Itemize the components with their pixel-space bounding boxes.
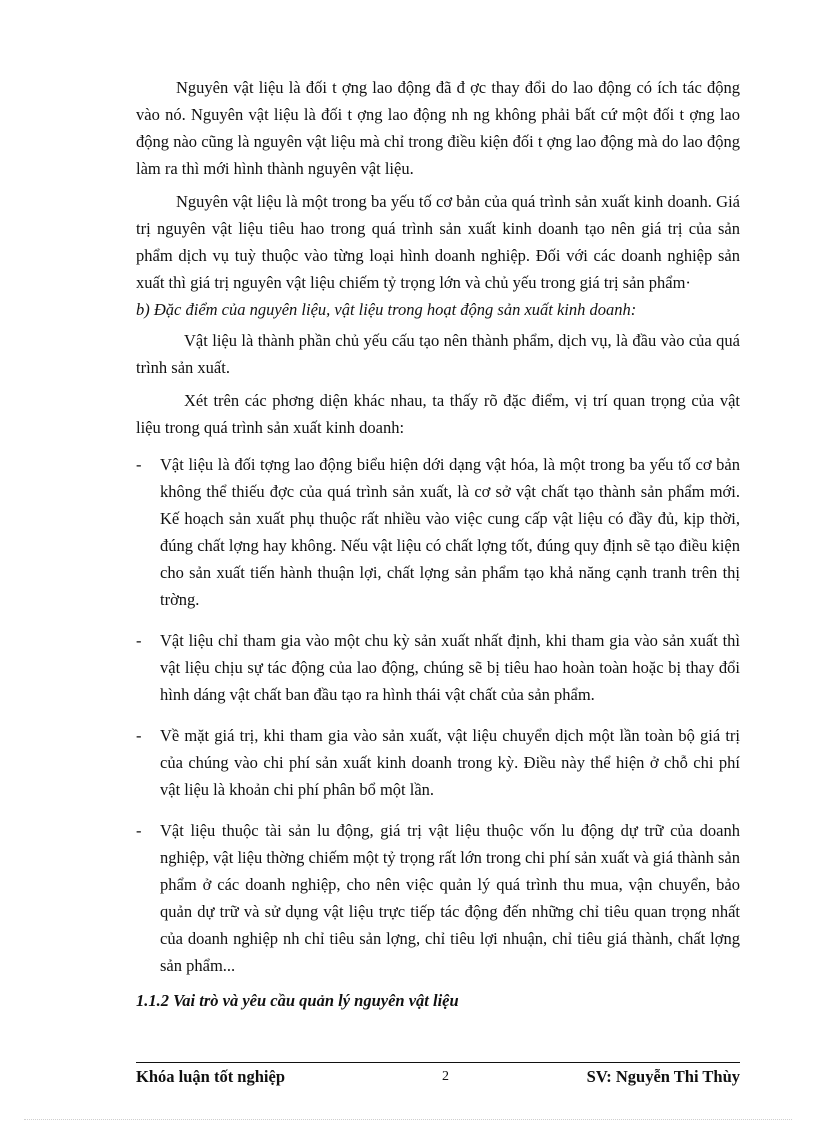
bullet-list	[136, 451, 740, 979]
list-item-text: Vật liệu chỉ tham gia vào một chu kỳ sản xuất nhất định, khi tham gia vào sản xuất thì vật liệu chịu sự tác động của lao động, chúng sẽ bị tiêu hao hoàn toàn hoặc bị thay đổi hình dáng vật chất ban đầu tạo ra hình thái vật chất của sản phẩm.	[160, 631, 740, 704]
bullet-dash: -	[136, 631, 142, 650]
list-item	[136, 627, 740, 708]
list-item	[136, 817, 740, 979]
page-body	[136, 74, 740, 1014]
list-item-text: Về mặt giá trị, khi tham gia vào sản xuất, vật liệu chuyển dịch một lần toàn bộ giá trị của chúng vào chi phí sản xuất kinh doanh trong kỳ. Điều này thể hiện ở chỗ chi phí vật liệu là khoản chi phí phân bổ một lần.	[160, 726, 740, 799]
list-item	[136, 451, 740, 613]
bullet-dash: -	[136, 821, 142, 840]
paragraph-component: Vật liệu là thành phần chủ yếu cấu tạo nên thành phẩm, dịch vụ, là đầu vào của quá trình sản xuất.	[136, 331, 740, 377]
bullet-dash: -	[136, 726, 142, 745]
subheading-characteristics: b) Đặc điểm của nguyên liệu, vật liệu trong hoạt động sản xuất kinh doanh:	[136, 300, 637, 319]
paragraph-aspects: Xét trên các phơng diện khác nhau, ta thấy rõ đặc điểm, vị trí quan trọng của vật liệu trong quá trình sản xuất kinh doanh:	[136, 391, 740, 437]
paragraph-definition: Nguyên vật liệu là đối t ợng lao động đã đ ợc thay đổi do lao động có ích tác động vào nó. Nguyên vật liệu là đối t ợng lao động nh ng không phải bất cứ một đối t ợng lao động nào cũng là nguyên vật liệu mà chỉ trong điều kiện đối t ợng lao động mà do lao động làm ra thì mới hình thành nguyên vật liệu.	[136, 78, 740, 178]
list-item	[136, 722, 740, 803]
section-heading: 1.1.2 Vai trò và yêu cầu quản lý nguyên vật liệu	[136, 991, 459, 1010]
page-footer	[136, 1062, 740, 1091]
paragraph-role: Nguyên vật liệu là một trong ba yếu tố cơ bản của quá trình sản xuất kinh doanh. Giá trị nguyên vật liệu tiêu hao trong quá trình sản xuất kinh doanh tạo nên giá trị của sản phẩm dịch vụ tuỳ thuộc vào từng loại hình doanh nghiệp. Đối với các doanh nghiệp sản xuất thì giá trị nguyên vật liệu chiếm tỷ trọng lớn và chủ yếu trong giá trị sản phẩm·	[136, 192, 740, 292]
page-bottom-divider	[24, 1119, 792, 1120]
list-item-text: Vật liệu là đối tợng lao động biểu hiện dới dạng vật hóa, là một trong ba yếu tố cơ bản không thể thiếu đợc của quá trình sản xuất, là cơ sở vật chất tạo thành sản phẩm mới. Kế hoạch sản xuất phụ thuộc rất nhiều vào việc cung cấp vật liệu có đầy đủ, kịp thời, đúng chất lợng hay không. Nếu vật liệu có chất lợng tốt, đúng quy định sẽ tạo điều kiện cho sản xuất tiến hành thuận lợi, chất lợng sản phẩm tạo khả năng cạnh tranh trên thị trờng.	[160, 455, 740, 609]
footer-thesis-label: Khóa luận tốt nghiệp	[136, 1067, 285, 1086]
footer-student-name: SV: Nguyễn Thi Thùy	[586, 1067, 740, 1086]
bullet-dash: -	[136, 455, 142, 474]
list-item-text: Vật liệu thuộc tài sản lu động, giá trị vật liệu thuộc vốn lu động dự trữ của doanh nghiệp, vật liệu thờng chiếm một tỷ trọng rất lớn trong chi phí sản xuất và giá thành sản phẩm ở các doanh nghiệp, cho nên việc quản lý quá trình thu mua, vận chuyển, bảo quản dự trữ và sử dụng vật liệu trực tiếp tác động đến những chỉ tiêu quan trọng nhất của doanh nghiệp nh chỉ tiêu sản lợng, chỉ tiêu lợi nhuận, chỉ tiêu giá thành, chất lợng sản phẩm...	[160, 821, 740, 975]
page-number: 2	[442, 1069, 449, 1084]
